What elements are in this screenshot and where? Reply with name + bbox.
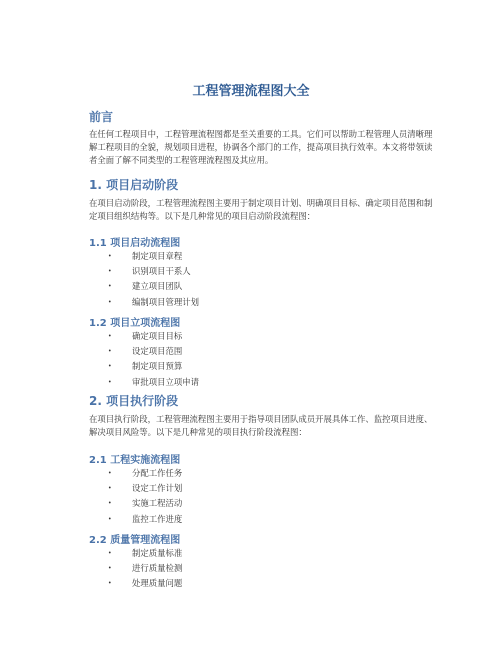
list-item: • 设定项目范围	[108, 344, 199, 359]
section-2-paragraph: 在项目执行阶段，工程管理流程图主要用于指导项目团队成员开展具体工作、监控项目进度、解决项目风险等。以下是几种常见的项目执行阶段流程图：	[89, 414, 433, 437]
bullet-icon: •	[108, 565, 112, 573]
list-item: • 处理质量问题	[108, 576, 182, 591]
section-1-2-list	[108, 329, 199, 390]
list-item: • 制定项目预算	[108, 359, 199, 374]
section-1-2-heading: 1.2 项目立项流程图	[89, 318, 181, 329]
section-2-1-heading: 2.1 工程实施流程图	[89, 455, 181, 466]
bullet-icon: •	[108, 485, 112, 493]
preface-paragraph: 在任何工程项目中，工程管理流程图都是至关重要的工具。它们可以帮助工程管理人员清晰理解工程项目的全貌，规划项目进程，协调各个部门的工作，提高项目执行效率。本文将带领读者全面了解不同类型的工程管理流程图及其应用。	[89, 129, 433, 165]
section-2-1-list	[108, 466, 182, 527]
list-item: • 分配工作任务	[108, 466, 182, 481]
bullet-icon: •	[108, 500, 112, 508]
bullet-icon: •	[108, 283, 112, 291]
bullet-icon: •	[108, 580, 112, 588]
section-1-1-heading: 1.1 项目启动流程图	[89, 238, 181, 249]
section-1-paragraph: 在项目启动阶段，工程管理流程图主要用于制定项目计划、明确项目目标、确定项目范围和制定项目组织结构等。以下是几种常见的项目启动阶段流程图：	[89, 198, 433, 221]
list-item: • 审批项目立项申请	[108, 375, 199, 390]
list-item: • 设定工作计划	[108, 481, 182, 496]
bullet-icon: •	[108, 515, 112, 523]
bullet-icon: •	[108, 253, 112, 260]
section-2-2-heading: 2.2 质量管理流程图	[89, 535, 181, 546]
list-item: • 实施工程活动	[108, 496, 182, 511]
bullet-icon: •	[108, 550, 112, 557]
bullet-icon: •	[108, 348, 112, 356]
list-item: • 建立项目团队	[108, 279, 199, 294]
section-2-heading: 2. 项目执行阶段	[89, 394, 179, 408]
bullet-icon: •	[108, 333, 112, 340]
preface-heading: 前言	[89, 110, 114, 124]
section-1-1-list	[108, 249, 199, 310]
list-item: • 制定项目章程	[108, 249, 199, 264]
document-title: 工程管理流程图大全	[192, 84, 310, 99]
bullet-icon: •	[108, 268, 112, 276]
section-1-heading: 1. 项目启动阶段	[89, 178, 179, 192]
bullet-icon: •	[108, 378, 112, 386]
bullet-icon: •	[108, 363, 112, 371]
list-item: • 监控工作进度	[108, 512, 182, 527]
list-item: • 识别项目干系人	[108, 264, 199, 279]
list-item: • 编制项目管理计划	[108, 295, 199, 310]
bullet-icon: •	[108, 470, 112, 477]
list-item: • 制定质量标准	[108, 546, 182, 561]
bullet-icon: •	[108, 298, 112, 306]
list-item: • 进行质量检测	[108, 561, 182, 576]
list-item: • 确定项目目标	[108, 329, 199, 344]
section-2-2-list	[108, 546, 182, 592]
